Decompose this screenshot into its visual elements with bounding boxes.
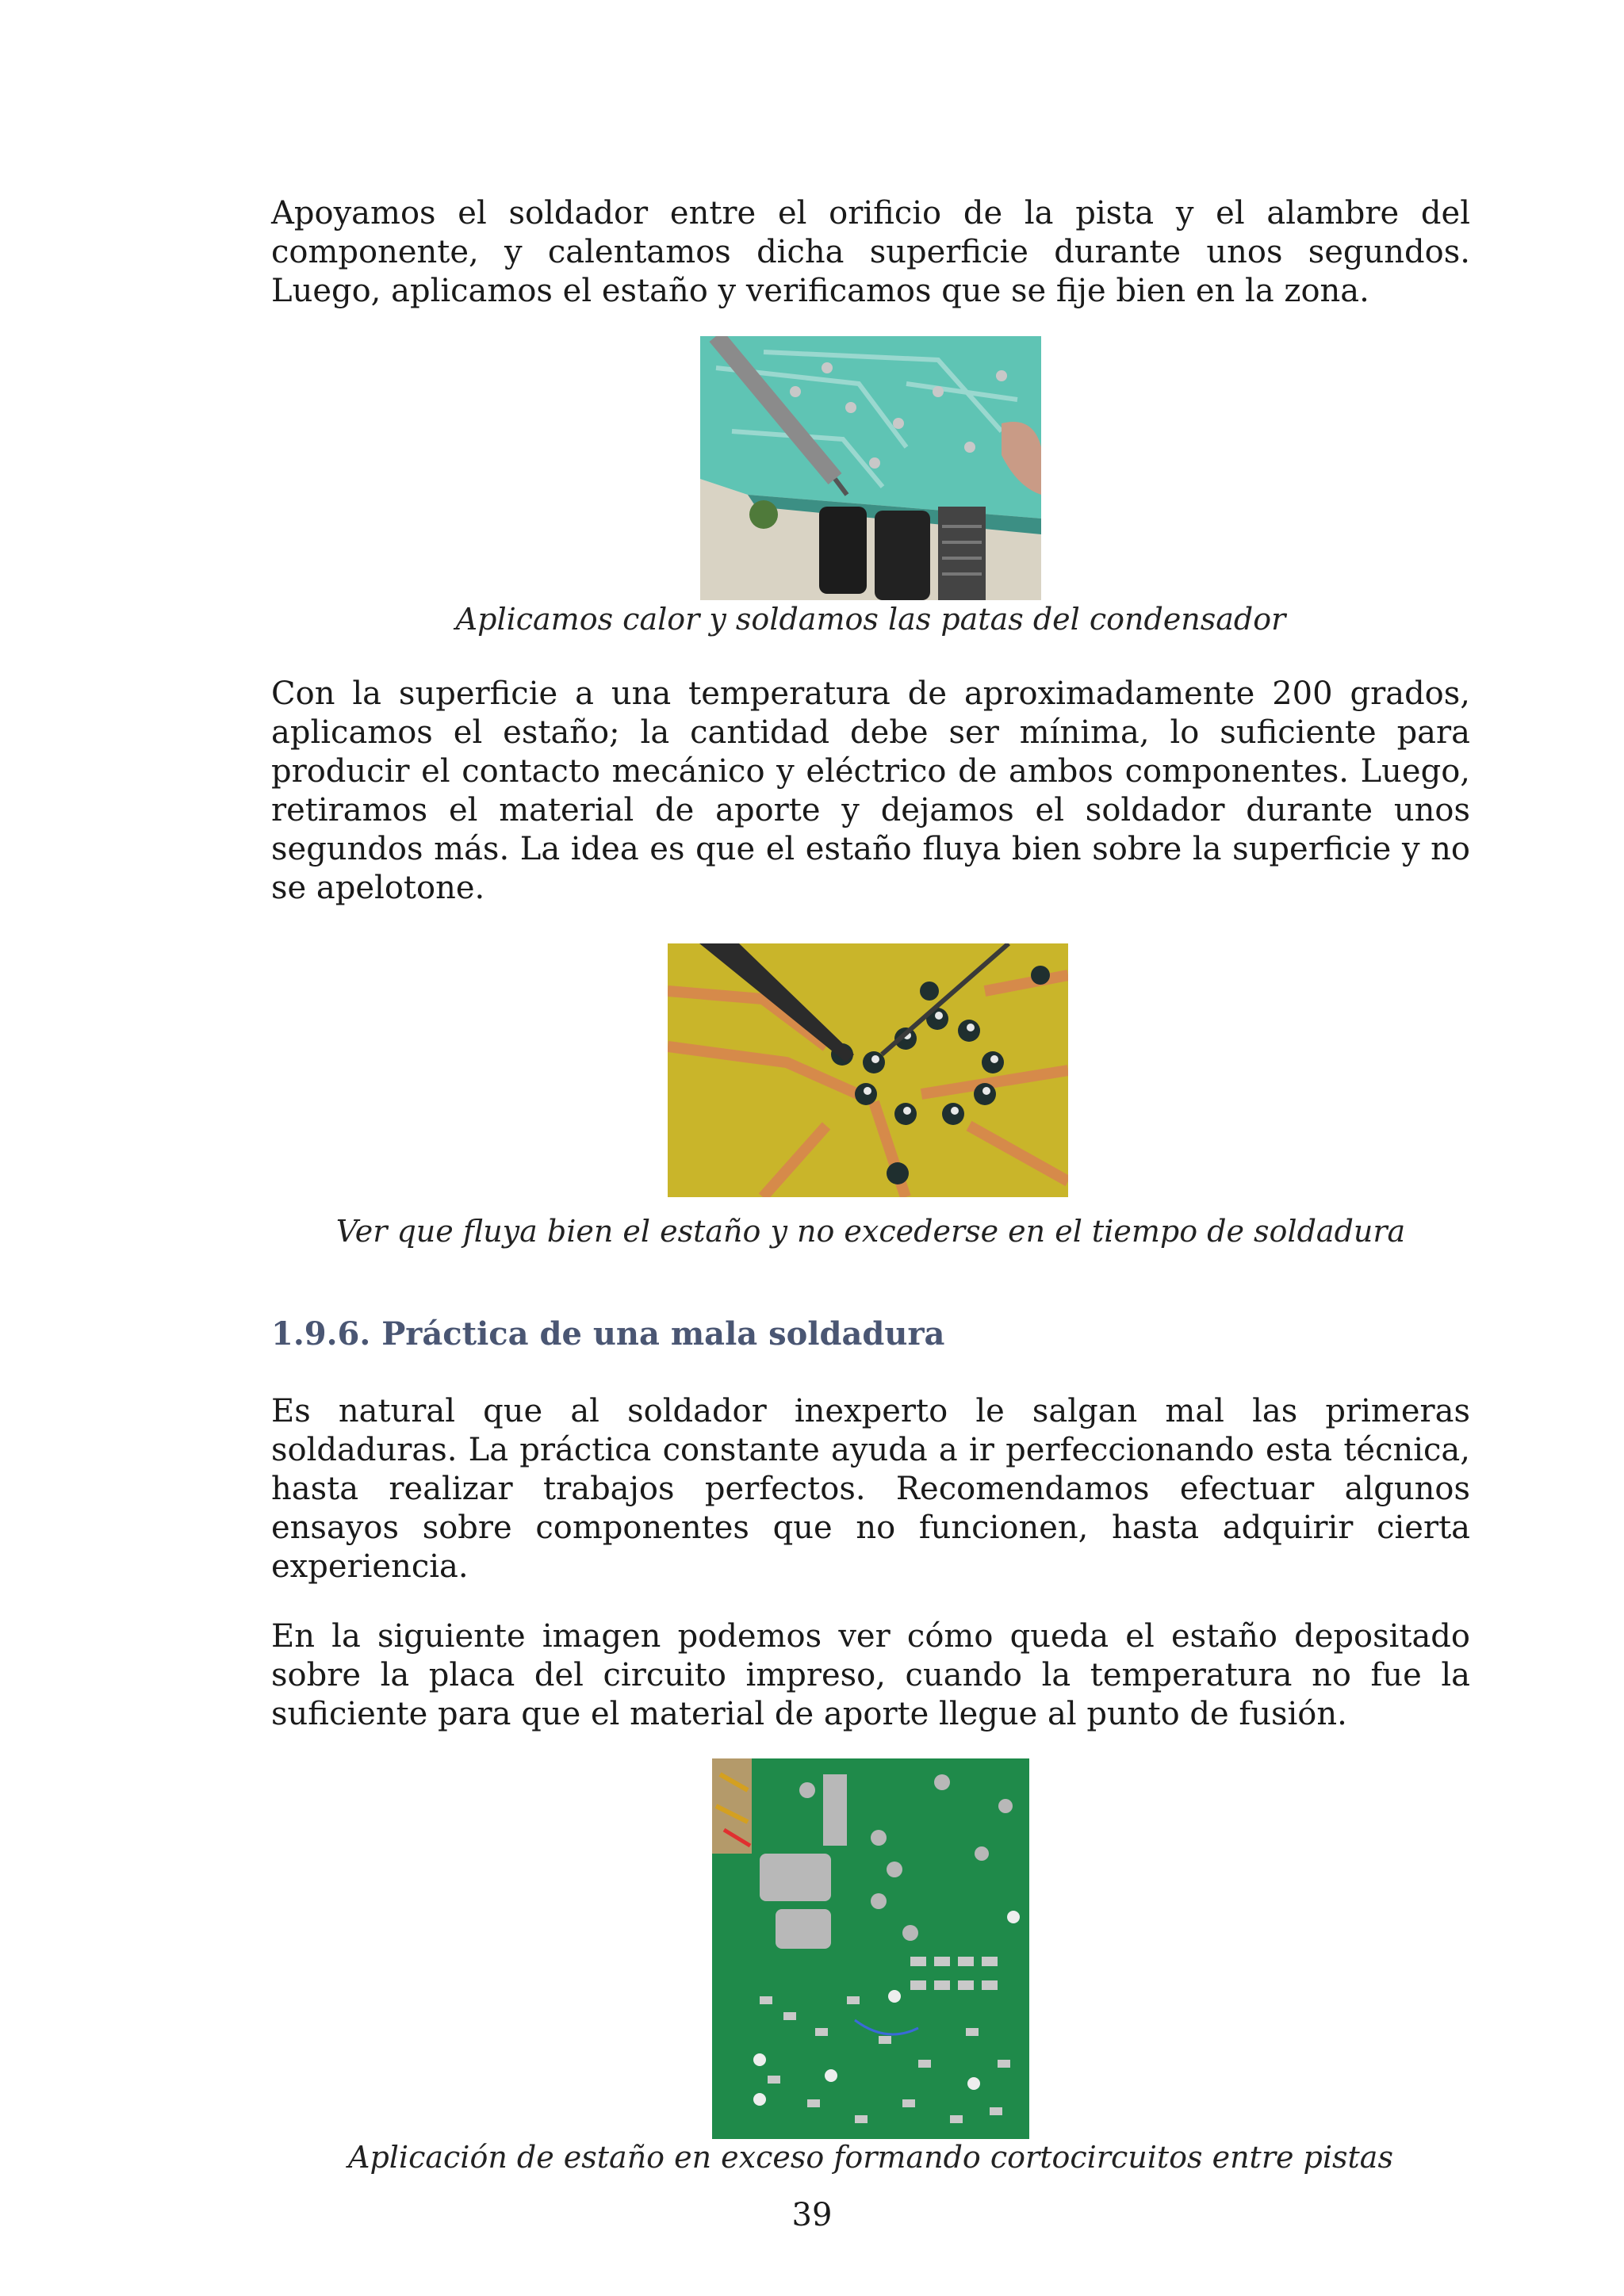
paragraph-cold-solder: En la siguiente imagen podemos ver cómo queda el estaño depositado sobre la placa del circuito impreso, cuando la temperatura no fue la suficiente para que el material de aporte llegue al punto de fusión. — [271, 1618, 1470, 1732]
paragraph-bad-solder-practice: Es natural que al soldador inexperto le salgan mal las primeras soldaduras. La práctica constante ayuda a ir perfeccionando esta técnica, hasta realizar trabajos perfectos. Recomendamos efectuar algunos ensayos sobre componentes que no funcionen, hasta adquirir cierta experiencia. — [271, 1393, 1470, 1585]
solder-flow-image — [668, 943, 1068, 1197]
paragraph-soldering-intro: Apoyamos el soldador entre el orificio de la pista y el alambre del componente, y calentamos dicha superficie durante unos segundos. Luego, aplicamos el estaño y verificamos que se fije bien en la zona. — [271, 195, 1470, 309]
caption-figure-2: Ver que fluya bien el estaño y no excederse en el tiempo de soldadura — [335, 1214, 1406, 1249]
section-heading: 1.9.6. Práctica de una mala soldadura — [271, 1315, 945, 1353]
excess-solder-image — [712, 1758, 1029, 2139]
figure-solder-flow — [668, 943, 1068, 1197]
page-number: 39 — [791, 2197, 833, 2233]
caption-figure-3: Aplicación de estaño en exceso formando cortocircuitos entre pistas — [348, 2140, 1393, 2175]
figure-soldering-capacitor — [700, 336, 1041, 600]
paragraph-solder-application: Con la superficie a una temperatura de aproximadamente 200 grados, aplicamos el estaño; la cantidad debe ser mínima, lo suficiente para producir el contacto mecánico y eléctrico de ambos componentes. Luego, retiramos el material de aporte y dejamos el soldador durante unos segundos más. La idea es que el estaño fluya bien sobre la superficie y no se apelotone. — [271, 675, 1470, 906]
caption-figure-1: Aplicamos calor y soldamos las patas del condensador — [455, 602, 1286, 637]
figure-excess-solder — [712, 1758, 1029, 2139]
soldering-capacitor-image — [700, 336, 1041, 600]
